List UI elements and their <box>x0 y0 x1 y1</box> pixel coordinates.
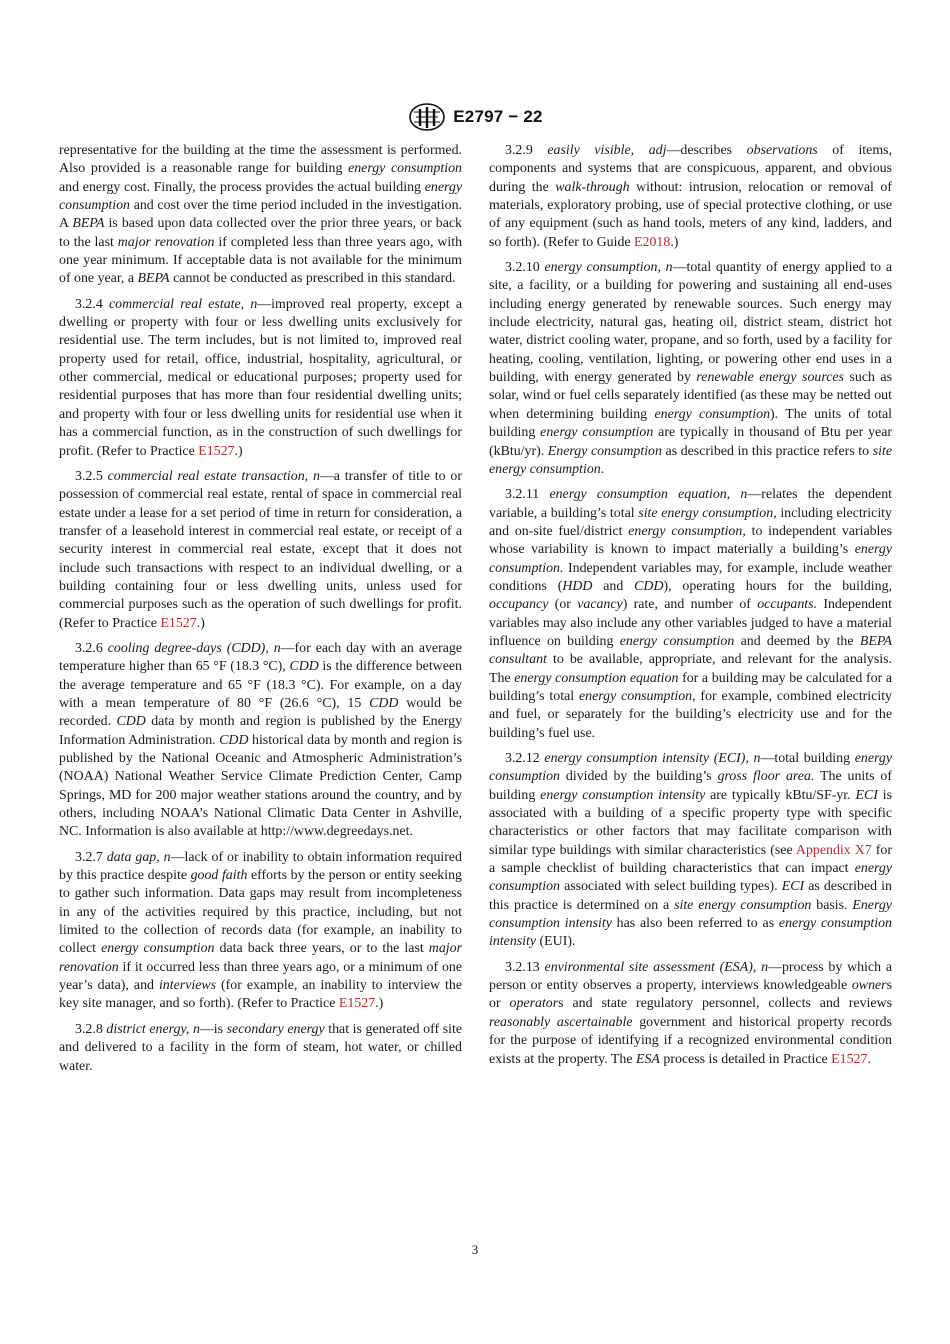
document-id: E2797 − 22 <box>453 107 543 126</box>
ref-link-e1527[interactable]: E1527 <box>160 615 197 631</box>
astm-logo-icon <box>407 102 447 132</box>
definition-3-2-8: 3.2.8 district energy, n—is secondary energy that is generated off site and delivered to a facility in the form of steam, hot water, or chilled water. <box>59 1021 462 1074</box>
right-column <box>489 142 892 1076</box>
ref-link-e2018[interactable]: E2018 <box>634 234 671 250</box>
definition-3-2-4: 3.2.4 commercial real estate, n—improved real property, except a dwelling or property with four or less dwelling units exclusively for residential use. The term includes, but is not limited to, improved real property used for retail, office, industrial, hospitality, agricultural, or other commercial, medical or educational purposes; property used for residential purposes that has more than four residential dwelling units; and property with four or less dwelling units for residential use when it has a commercial function, as in the construction of such dwellings for profit. (Refer to Practice E1527.) <box>59 296 462 459</box>
ref-link-e1527[interactable]: E1527 <box>338 996 376 1012</box>
definition-3-2-9: 3.2.9 easily visible, adj—describes observations of items, components and systems that are conspicuous, apparent, and obvious during the walk-through without: intrusion, relocation or removal of materials, exploratory probing, use of special protective clothing, or use of any equipment (such as hand tools, meters of any kind, ladders, and so forth). (Refer to Guide E2018.) <box>489 143 893 250</box>
ref-link-appendix-x7[interactable]: Appendix X7 <box>795 842 872 858</box>
term-district-energy: district energy, n <box>106 1021 200 1037</box>
definition-3-2-13: 3.2.13 environmental site assessment (ESA), n—process by which a person or entity observes a property, interviews knowledgeable owners or operators and state regulatory personnel, collects and reviews reasonably ascertainable government and historical property records for the purpose of identifying if a recognized environmental condition exists at the property. The ESA process is detailed in Practice E1527. <box>489 959 892 1067</box>
ref-link-e1527[interactable]: E1527 <box>198 443 235 459</box>
page-header <box>0 100 950 134</box>
definition-3-2-7: 3.2.7 data gap, n—lack of or inability to obtain information required by this practice despite good faith efforts by the person or entity seeking to gather such information. Data gaps may result from incompleteness in any of the activities required by this practice, including, but not limited to the collection of records data (for example, an inability to collect energy consumption data back three years, or to the last major renovation if it occurred less than three years ago, or a minimum of one year’s data), and interviews (for example, an inability to interview the key site manager, and so forth). (Refer to Practice E1527.) <box>59 849 463 1012</box>
definition-3-2-12: 3.2.12 energy consumption intensity (ECI), n—total building energy consumption divided by the building’s gross floor area. The units of building energy consumption intensity are typically kBtu/SF-yr. ECI is associated with a building of a specific property type with specific characteristics or other factors that may facilitate comparison with similar type buildings with similar characteristics (see Appendix X7 for a sample checklist of building characteristics that can impact energy consumption associated with select building types). ECI as described in this practice is determined on a site energy consumption basis. Energy consumption intensity has also been referred to as energy consumption intensity (EUI). <box>489 751 893 950</box>
definition-3-2-10: 3.2.10 energy consumption, n—total quantity of energy applied to a site, a facility, or a building for powering and sustaining all end-uses including energy generated by renewable sources. Such energy may include electricity, natural gas, heating oil, district steam, district hot water, district cooling water, propane, and so forth, used by a facility for heating, cooling, ventilation, lighting, or powering other end uses in a building, with energy generated by renewable energy sources such as solar, wind or fuel cells separately identified (as these may be netted out when determining building energy consumption). The units of total building energy consumption are typically in thousand of Btu per year (kBtu/yr). Energy consumption as described in this practice refers to site energy consumption. <box>489 260 893 477</box>
term-commercial-real-estate: commercial real estate, n <box>108 296 258 312</box>
term-cooling-degree-days: cooling degree-days (CDD), n <box>107 640 281 656</box>
term-energy-consumption-intensity: energy consumption intensity (ECI), n <box>544 751 761 766</box>
ref-link-e1527[interactable]: E1527 <box>831 1051 868 1067</box>
left-column <box>59 142 462 1083</box>
term-easily-visible: easily visible, adj <box>547 143 667 158</box>
term-environmental-site-assessment: environmental site assessment (ESA), n <box>544 959 769 975</box>
definition-3-2-6: 3.2.6 cooling degree-days (CDD), n—for each day with an average temperature higher than 65 °F (18.3 °C), CDD is the difference between the average temperature and 65 °F (18.3 °C). For example, on a day with a mean temperature of 80 °F (26.6 °C), 15 CDD would be recorded. CDD data by month and region is published by the Energy Information Administration. CDD historical data by month and region is published by the National Oceanic and Atmospheric Administration’s (NOAA) National Weather Service Climate Prediction Center, Camp Springs, MD for 200 major weather stations around the country, and by others, including NOAA’s National Climatic Data Center in Ashville, NC. Information is also available at http://www.degreedays.net. <box>59 640 463 840</box>
definition-3-2-5: 3.2.5 commercial real estate transaction, n—a transfer of title to or possession of commercial real estate, rental of space in commercial real estate under a lease for a set period of time in return for consideration, a transfer of a leasehold interest in commercial real estate, or receipt of a security interest in commercial real estate, except that it does not include such transactions with respect to an individual dwelling, or a building containing four or less dwelling units, unless used for commercial purposes such as the operation of such dwellings for profit. (Refer to Practice E1527.) <box>59 468 462 631</box>
paragraph-continued: representative for the building at the time the assessment is performed. Also provided is a reasonable range for building energy consumption and energy cost. Finally, the process provides the actual building energy consumption and cost over the time period included in the investigation. A BEPA is based upon data collected over the prior three years, or back to the last major renovation if completed less than three years ago, with one year minimum. If acceptable data is not available for the minimum of one year, a BEPA cannot be conducted as prescribed in this standard. <box>59 143 463 287</box>
term-data-gap: data gap, n <box>106 849 171 865</box>
term-commercial-real-estate-transaction: commercial real estate transaction, n <box>107 468 320 484</box>
definition-3-2-11: 3.2.11 energy consumption equation, n—relates the dependent variable, a building’s total site energy consumption, including electricity and on-site fuel/district energy consumption, to independent variables whose variability is known to impact materially a building’s energy consumption. Independent variables may, for example, include weather conditions (HDD and CDD), operating hours for the building, occupancy (or vacancy) rate, and number of occupants. Independent variables may also include any other variables judged to have a material influence on building energy consumption and deemed by the BEPA consultant to be available, appropriate, and relevant for the analysis. The energy consumption equation for a building may be calculated for a building’s total energy consumption, for example, combined electricity and fuel, or separately for the building’s electricity use and for the building’s fuel use. <box>489 487 893 741</box>
term-energy-consumption: energy consumption, n <box>544 260 673 276</box>
term-energy-consumption-equation: energy consumption equation, n <box>549 487 748 503</box>
page-number: 3 <box>471 1242 479 1257</box>
